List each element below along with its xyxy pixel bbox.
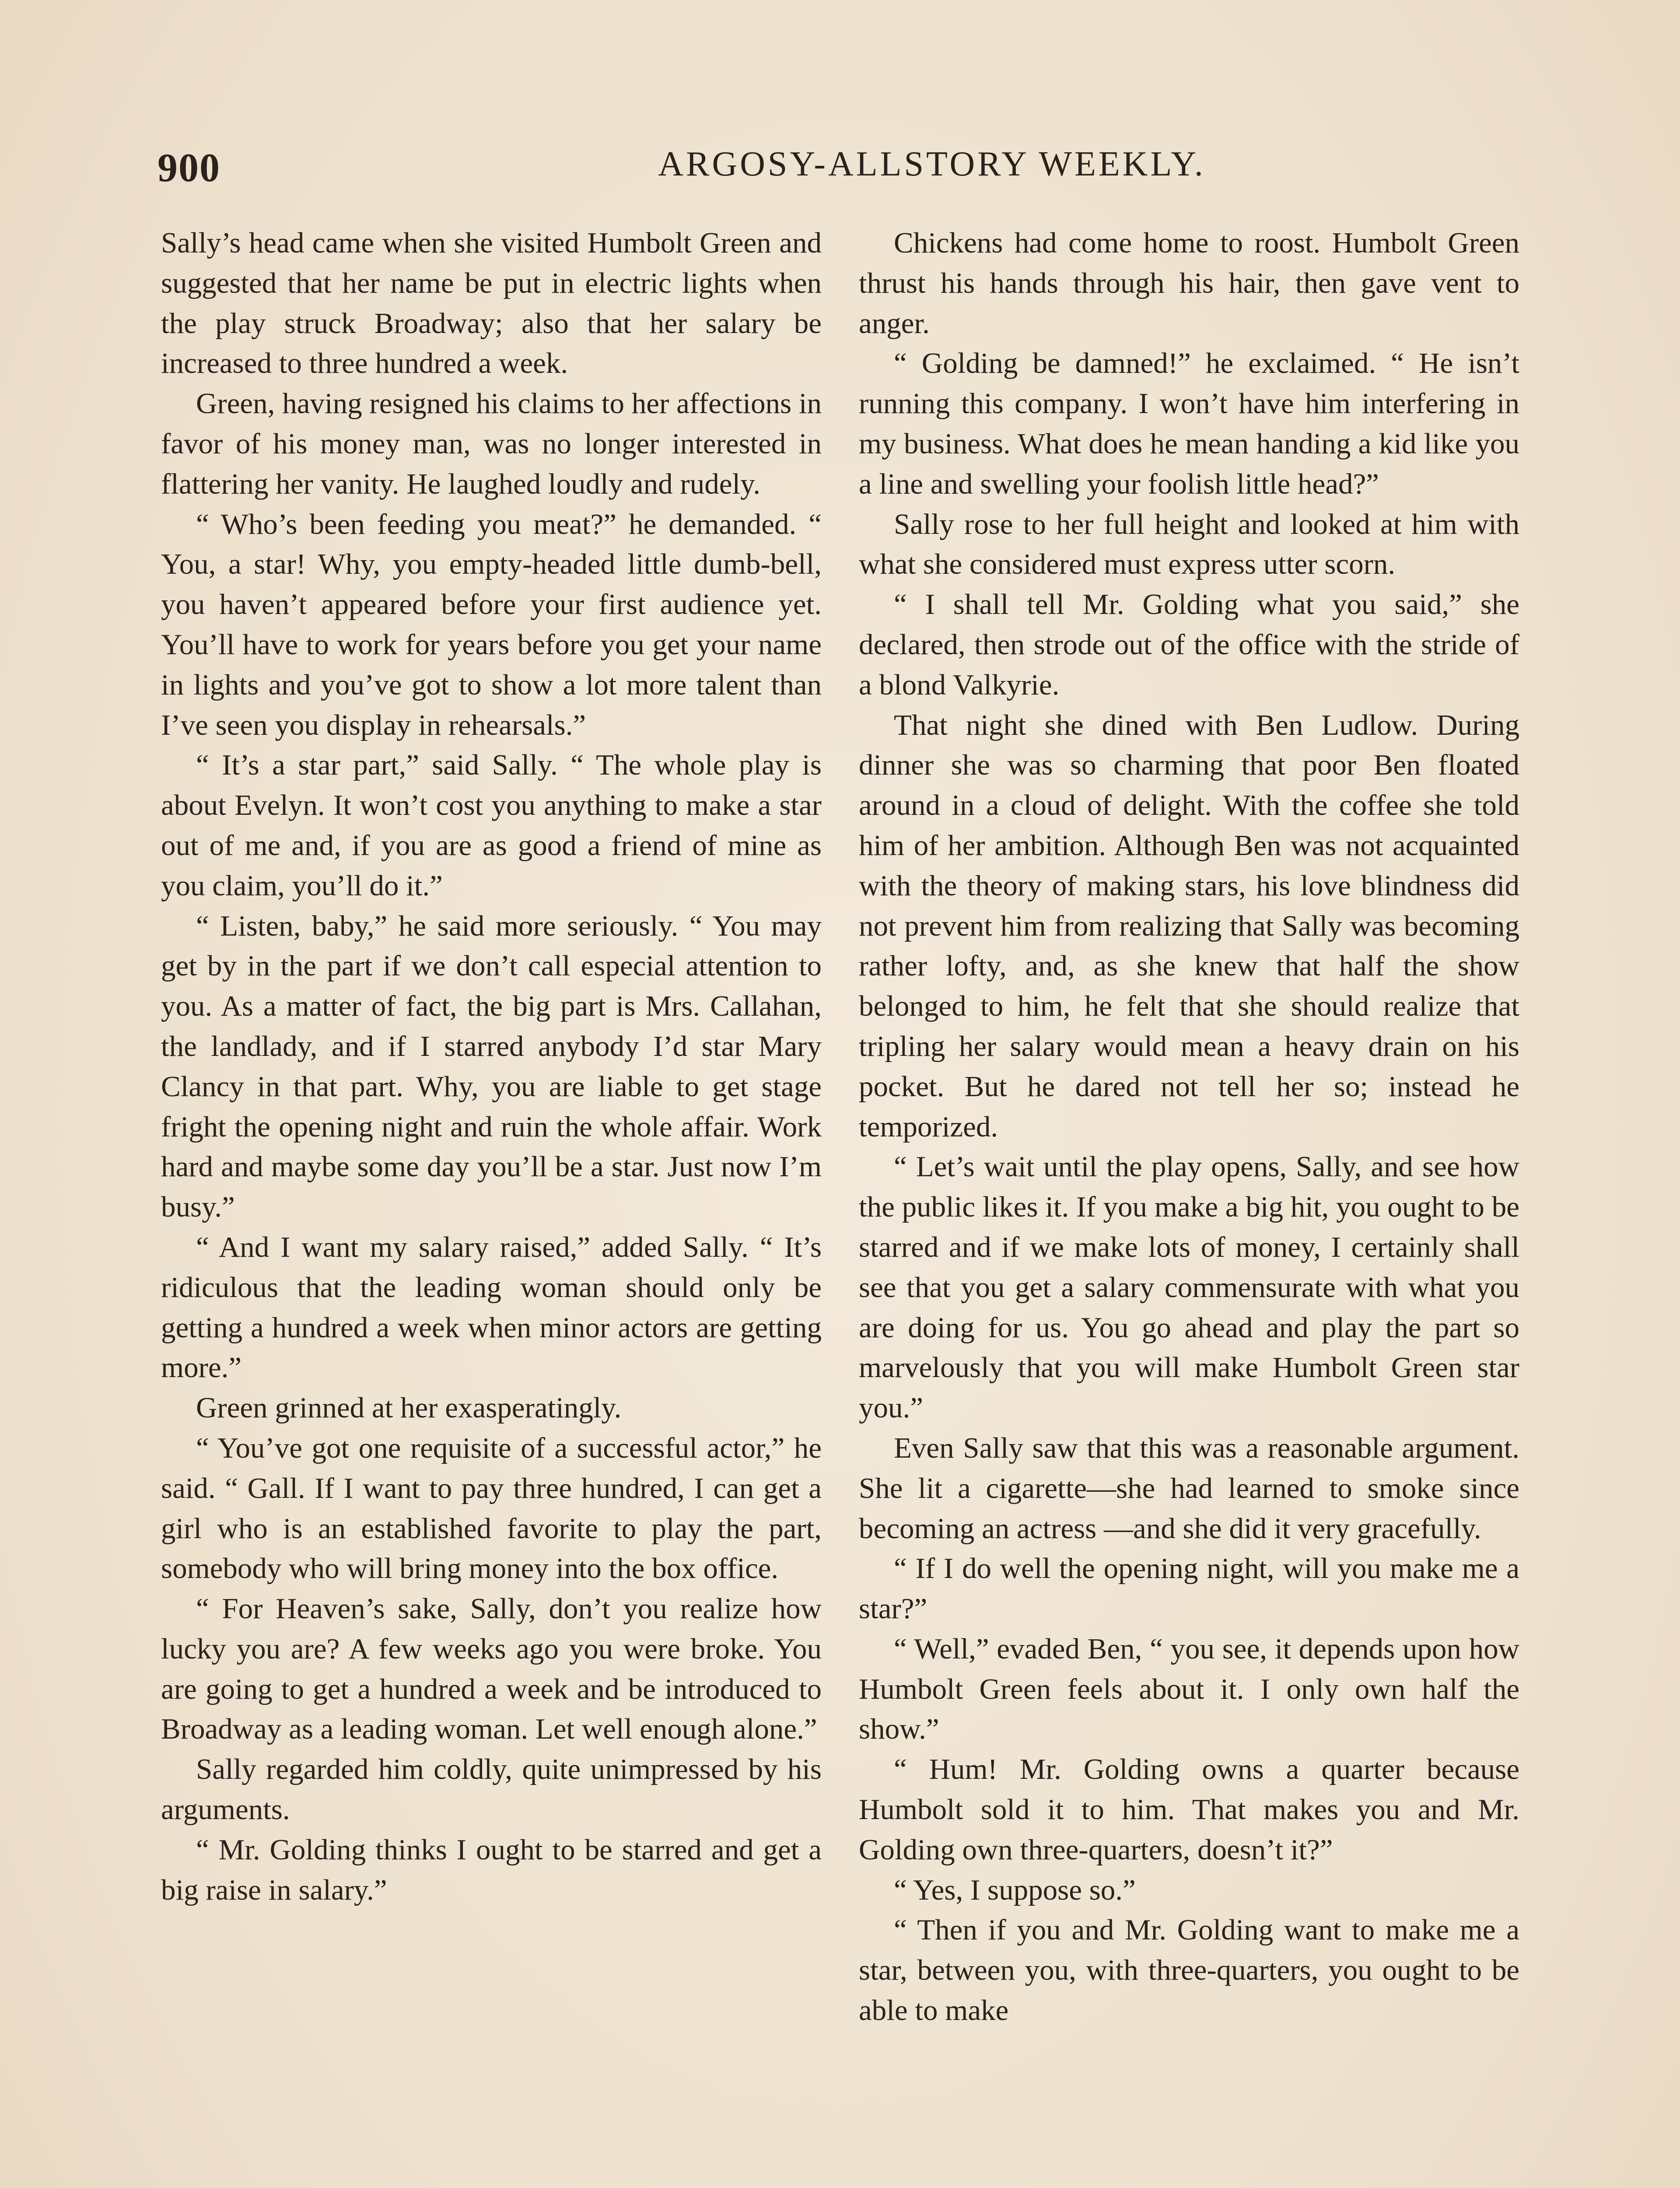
paragraph: Sally regarded him coldly, quite unimpressed by his arguments. <box>161 1753 822 1826</box>
paragraph: Even Sally saw that this was a reasonable argument. She lit a cigarette—she had learned to smoke since becoming an actress —and she did it very gracefully. <box>859 1431 1519 1545</box>
paragraph: “ Then if you and Mr. Golding want to make me a star, between you, with three-quarters, you ought to be able to make <box>859 1914 1519 2027</box>
paragraph: Sally’s head came when she visited Humbolt Green and suggested that her name be put in electric lights when the play struck Broadway; also that her salary be increased to three hundred a week. <box>161 227 822 380</box>
paragraph: That night she dined with Ben Ludlow. During dinner she was so charming that poor Ben floated around in a cloud of delight. With the coffee she told him of her ambition. Although Ben was not acquainted with the theory of making stars, his love blindness did not prevent him from realizing that Sally was becoming rather lofty, and, as she knew that half the show belonged to him, he felt that she should realize that tripling her salary would mean a heavy drain on his pocket. But he dared not tell her so; instead he temporized. <box>859 708 1519 1143</box>
paragraph: “ Listen, baby,” he said more seriously. “ You may get by in the part if we don’t call especial attention to you. As a matter of fact, the big part is Mrs. Callahan, the landlady, and if I starred anybody I’d star Mary Clancy in that part. Why, you are liable to get stage fright the opening night and ruin the whole affair. Work hard and maybe some day you’ll be a star. Just now I’m busy.” <box>161 909 822 1224</box>
paragraph: “ For Heaven’s sake, Sally, don’t you realize how lucky you are? A few weeks ago you were broke. You are going to get a hundred a week and be introduced to Broadway as a leading woman. Let well enough alone.” <box>161 1592 822 1746</box>
paragraph: “ If I do well the opening night, will you make me a star?” <box>859 1552 1519 1625</box>
paragraph: “ Yes, I suppose so.” <box>894 1873 1136 1906</box>
paragraph: Green grinned at her exasperatingly. <box>196 1392 622 1424</box>
paragraph: “ I shall tell Mr. Golding what you said,” she declared, then strode out of the office with the stride of a blond Valkyrie. <box>859 588 1519 701</box>
paragraph: “ Mr. Golding thinks I ought to be starred and get a big raise in salary.” <box>161 1833 822 1906</box>
paragraph: Chickens had come home to roost. Humbolt Green thrust his hands through his hair, then gave vent to anger. <box>859 227 1519 340</box>
paragraph: “ Well,” evaded Ben, “ you see, it depends upon how Humbolt Green feels about it. I only own half the show.” <box>859 1632 1519 1746</box>
paragraph: Sally rose to her full height and looked at him with what she considered must express utter scorn. <box>859 508 1519 581</box>
left-column <box>161 223 822 1910</box>
page-number: 900 <box>158 145 220 190</box>
paragraph: “ Hum! Mr. Golding owns a quarter because Humbolt sold it to him. That makes you and Mr. Golding own three-quarters, doesn’t it?” <box>859 1753 1519 1866</box>
paragraph: “ It’s a star part,” said Sally. “ The whole play is about Evelyn. It won’t cost you anything to make a star out of me and, if you are as good a friend of mine as you claim, you’ll do it.” <box>161 749 822 902</box>
paragraph: “ Who’s been feeding you meat?” he demanded. “ You, a star! Why, you empty-headed little dumb-bell, you haven’t appeared before your first audience yet. You’ll have to work for years before you get your name in lights and you’ve got to show a lot more talent than I’ve seen you display in rehearsals.” <box>161 508 822 741</box>
right-column <box>859 223 1519 2031</box>
paragraph: Green, having resigned his claims to her affections in favor of his money man, was no longer interested in flattering her vanity. He laughed loudly and rudely. <box>161 387 822 500</box>
paragraph: “ You’ve got one requisite of a successful actor,” he said. “ Gall. If I want to pay three hundred, I can get a girl who is an established favorite to play the part, somebody who will bring money into the box office. <box>161 1431 822 1585</box>
paragraph: “ Let’s wait until the play opens, Sally, and see how the public likes it. If you make a big hit, you ought to be starred and if we make lots of money, I certainly shall see that you get a salary commensurate with what you are doing for us. You go ahead and play the part so marvelously that you will make Humbolt Green star you.” <box>859 1150 1519 1424</box>
page-header <box>158 144 1522 197</box>
paragraph: “ And I want my salary raised,” added Sally. “ It’s ridiculous that the leading woman should only be getting a hundred a week when minor actors are getting more.” <box>161 1231 822 1384</box>
paragraph: “ Golding be damned!” he exclaimed. “ He isn’t running this company. I won’t have him interfering in my business. What does he mean handing a kid like you a line and swelling your foolish little head?” <box>859 347 1519 500</box>
running-title: ARGOSY-ALLSTORY WEEKLY. <box>658 145 1206 183</box>
